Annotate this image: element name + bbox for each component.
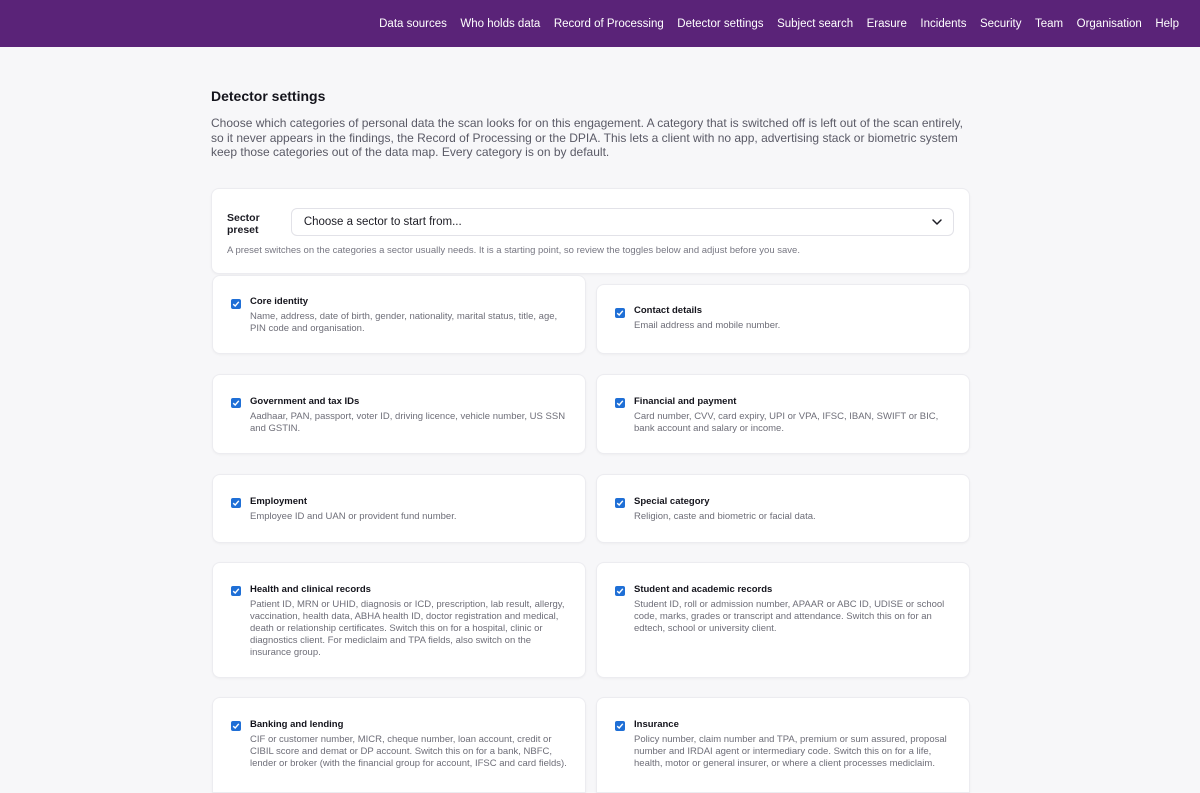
sector-preset-label: Sector preset bbox=[227, 211, 260, 236]
category-description: Name, address, date of birth, gender, nationality, marital status, title, age, PIN code and organisation. bbox=[250, 311, 558, 334]
check-icon bbox=[616, 587, 624, 595]
nav-detector-settings[interactable]: Detector settings bbox=[677, 17, 764, 30]
category-card bbox=[596, 374, 970, 454]
category-checkbox[interactable] bbox=[615, 498, 625, 508]
category-checkbox[interactable] bbox=[615, 308, 625, 318]
category-description: Student ID, roll or admission number, APAAR or ABC ID, UDISE or school code, marks, grades or transcript and attendance. Switch this on for an edtech, school or university client. bbox=[634, 599, 945, 634]
nav-erasure[interactable]: Erasure bbox=[866, 17, 907, 30]
category-card bbox=[596, 697, 970, 793]
nav-security[interactable]: Security bbox=[979, 17, 1022, 30]
category-checkbox[interactable] bbox=[615, 398, 625, 408]
main-content bbox=[211, 47, 971, 274]
check-icon bbox=[232, 722, 240, 730]
category-card bbox=[596, 562, 970, 678]
nav-help[interactable]: Help bbox=[1155, 17, 1179, 30]
sector-preset-card bbox=[211, 188, 970, 274]
top-nav bbox=[0, 0, 1200, 47]
check-icon bbox=[616, 722, 624, 730]
category-title: Contact details bbox=[634, 305, 703, 316]
category-title: Core identity bbox=[250, 296, 309, 307]
check-icon bbox=[232, 300, 240, 308]
nav-record-of-processing[interactable]: Record of Processing bbox=[553, 17, 664, 30]
category-title: Student and academic records bbox=[634, 584, 773, 595]
nav-organisation[interactable]: Organisation bbox=[1076, 17, 1142, 30]
check-icon bbox=[232, 399, 240, 407]
category-title: Banking and lending bbox=[250, 719, 344, 730]
category-description: Email address and mobile number. bbox=[634, 320, 781, 331]
category-description: Aadhaar, PAN, passport, voter ID, driving licence, vehicle number, US SSN and GSTIN. bbox=[250, 411, 566, 434]
category-checkbox[interactable] bbox=[615, 586, 625, 596]
check-icon bbox=[616, 399, 624, 407]
category-description: Employee ID and UAN or provident fund number. bbox=[250, 511, 457, 522]
page-title: Detector settings bbox=[211, 88, 326, 104]
check-icon bbox=[232, 587, 240, 595]
nav-data-sources[interactable]: Data sources bbox=[379, 17, 447, 30]
sector-preset-placeholder: Choose a sector to start from... bbox=[303, 215, 462, 228]
category-card bbox=[596, 474, 970, 543]
category-checkbox[interactable] bbox=[231, 721, 241, 731]
category-title: Health and clinical records bbox=[250, 584, 371, 595]
check-icon bbox=[616, 309, 624, 317]
sector-preset-hint: A preset switches on the categories a sector usually needs. It is a starting point, so review the toggles below and adjust before you save. bbox=[227, 244, 800, 256]
category-card bbox=[212, 374, 586, 454]
category-checkbox[interactable] bbox=[231, 498, 241, 508]
nav-subject-search[interactable]: Subject search bbox=[777, 17, 854, 30]
category-checkbox[interactable] bbox=[231, 398, 241, 408]
category-description: Religion, caste and biometric or facial data. bbox=[634, 511, 816, 522]
check-icon bbox=[616, 499, 624, 507]
category-card bbox=[212, 275, 586, 354]
category-checkbox[interactable] bbox=[231, 299, 241, 309]
category-description: Policy number, claim number and TPA, premium or sum assured, proposal number and IRDAI agent or intermediary code. Switch this on for a life, health, motor or general insurer, or where a client processes mediclaim. bbox=[634, 734, 947, 769]
category-description: CIF or customer number, MICR, cheque number, loan account, credit or CIBIL score and demat or DP account. Switch this on for a bank, NBFC, lender or broker (with the financial group for account, IFSC and card fields). bbox=[250, 734, 567, 769]
category-description: Patient ID, MRN or UHID, diagnosis or ICD, prescription, lab result, allergy, vaccination, health data, ABHA health ID, doctor registration and medical, death or relationship certificates. Switch this on for a hospital, clinic or diagnostics client. For mediclaim and TPA fields, also switch on the insurance group. bbox=[250, 599, 565, 658]
sector-preset-select[interactable] bbox=[291, 208, 954, 236]
nav-who-holds-data[interactable]: Who holds data bbox=[460, 17, 541, 30]
category-title: Employment bbox=[250, 496, 308, 507]
category-card bbox=[212, 562, 586, 678]
page-intro: Choose which categories of personal data the scan looks for on this engagement. A category that is switched off is left out of the scan entirely, so it never appears in the findings, the Record of Processing or the DPIA. This lets a client with no app, advertising stack or biometric system keep those categories out of the data map. Every category is on by default. bbox=[211, 116, 963, 159]
category-title: Financial and payment bbox=[634, 396, 737, 407]
category-checkbox[interactable] bbox=[615, 721, 625, 731]
category-card bbox=[212, 697, 586, 793]
nav-team[interactable]: Team bbox=[1035, 17, 1064, 30]
category-description: Card number, CVV, card expiry, UPI or VPA, IFSC, IBAN, SWIFT or BIC, bank account and salary or income. bbox=[634, 411, 939, 434]
category-checkbox[interactable] bbox=[231, 586, 241, 596]
check-icon bbox=[232, 499, 240, 507]
category-title: Government and tax IDs bbox=[250, 396, 360, 407]
category-card bbox=[596, 284, 970, 354]
category-title: Insurance bbox=[634, 719, 679, 730]
nav-incidents[interactable]: Incidents bbox=[920, 17, 967, 30]
chevron-down-icon bbox=[931, 216, 943, 228]
category-title: Special category bbox=[634, 496, 710, 507]
category-card bbox=[212, 474, 586, 543]
